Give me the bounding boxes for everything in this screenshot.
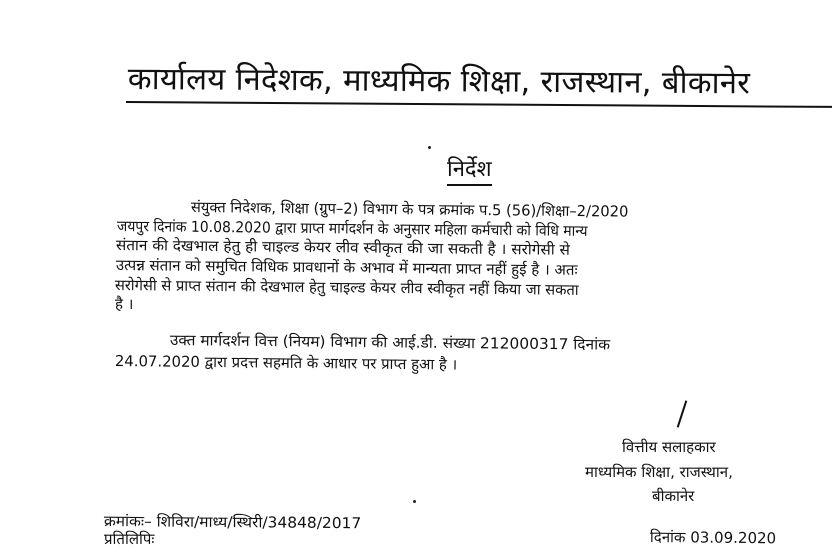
- reference-number: क्रमांकः– शिविरा/माध्य/स्थिरी/34848/2017: [103, 512, 362, 533]
- copy-label: प्रतिलिपिः: [104, 530, 155, 548]
- signatory-designation: वित्तीय सलाहकार: [622, 438, 716, 456]
- paragraph2-line-2: 24.07.2020 द्वारा प्रदत्त सहमति के आधार पर प्राप्त हुआ है ।: [114, 352, 458, 374]
- signatory-place: बीकानेर: [652, 487, 695, 505]
- paragraph1-line-5: सरोगेसी से प्राप्त संतान की देखभाल हेतु चाइल्ड केयर लीव स्वीकृत नहीं किया जा सकता: [114, 276, 579, 299]
- paragraph1-line-1: संयुक्त निदेशक, शिक्षा (ग्रुप–2) विभाग के पत्र क्रमांक प.5 (56)/शिक्षा–2/2020: [190, 198, 629, 221]
- paragraph2-line-1: उक्त मार्गदर्शन वित्त (नियम) विभाग की आई.डी. संख्या 212000317 दिनांक: [169, 331, 611, 354]
- paragraph1-line-3: संतान की देखभाल हेतु ही चाइल्ड केयर लीव स्वीकृत की जा सकती है । सरोगेसी से: [115, 236, 571, 259]
- page-heading: निर्देश: [447, 156, 492, 186]
- paragraph1-line-4: उत्पन्न संतान को समुचित विधिक प्रावधानों के अभाव में मान्यता प्राप्त नहीं हुई है । अतः: [115, 256, 578, 279]
- paragraph1-line-6: है ।: [115, 295, 134, 313]
- issue-date: दिनांक 03.09.2020: [649, 528, 777, 548]
- signatory-department: माध्यमिक शिक्षा, राजस्थान,: [585, 463, 733, 481]
- signature-mark: [677, 400, 688, 427]
- stray-dot: [428, 146, 431, 149]
- office-title: कार्यालय निदेशक, माध्यमिक शिक्षा, राजस्थान, बीकानेर: [127, 60, 751, 102]
- paragraph1-line-2: जयपुर दिनांक 10.08.2020 द्वारा प्राप्त मार्गदर्शन के अनुसार महिला कर्मचारी को विधि मान्य: [116, 217, 588, 240]
- stray-dot-2: [413, 500, 416, 503]
